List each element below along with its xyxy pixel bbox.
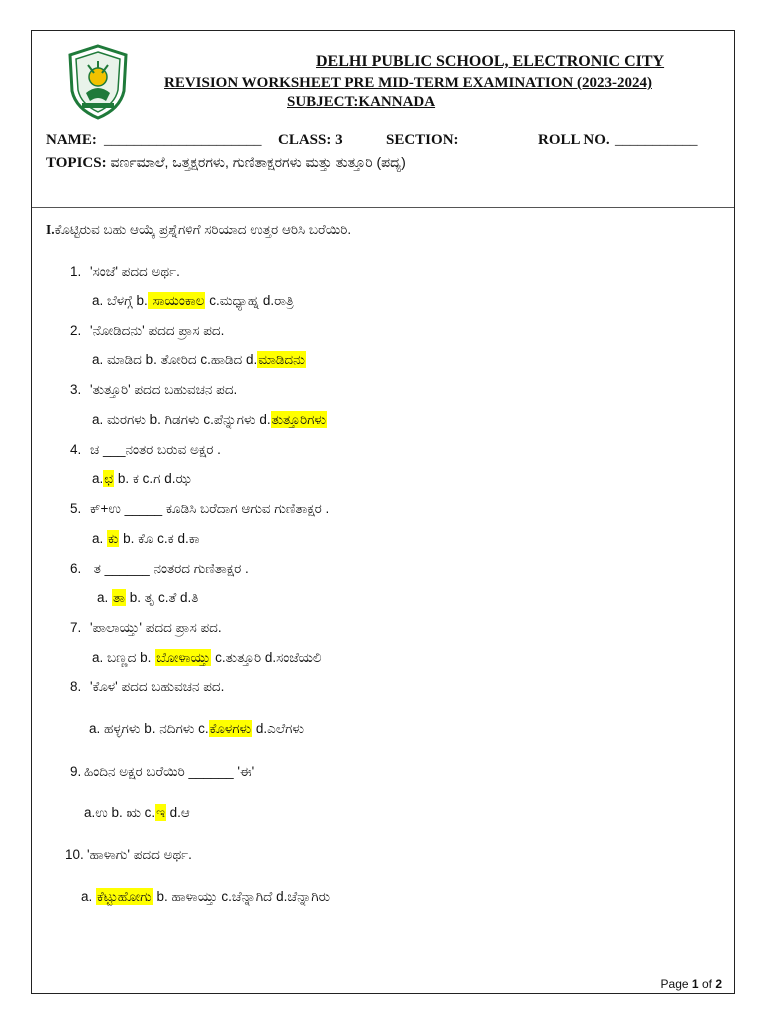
question-number: 7. [70, 620, 82, 635]
question-text: 'ಕೊಳ' ಪದದ ಬಹುವಚನ ಪದ. [90, 679, 225, 694]
roll-no-blank: ___________ [615, 132, 698, 148]
page-of: of [701, 977, 712, 991]
class-label: CLASS: 3 [278, 132, 343, 148]
question-text: ತ ______ ನಂತರದ ಗುಣಿತಾಕ್ಷರ . [90, 561, 249, 576]
option-text: a. [92, 531, 108, 546]
option-text: b. ತೃ c.ತೆ d.ತಿ [125, 590, 199, 605]
question-number: 1. [70, 264, 82, 279]
option-text: c.ಮಧ್ಯಾಹ್ನ d.ರಾತ್ರಿ [205, 293, 294, 308]
topics-line [46, 154, 406, 172]
option-text: c.ತುತ್ತೂರಿ d.ಸಂಜೆಯಲಿ [211, 650, 322, 665]
name-label: NAME: [46, 132, 97, 148]
page-total: 2 [715, 977, 722, 991]
question-5 [70, 501, 329, 517]
subject-title: SUBJECT:KANNADA [287, 94, 436, 110]
answer-highlight: ಕೆಟ್ಟುಹೋಗು [97, 889, 152, 904]
answer-highlight: ಇ [156, 805, 165, 820]
option-text: b. ಕ c.ಗ d.ಝ [114, 471, 191, 486]
question-text: 'ಪಾಲಾಯ್ತು' ಪದದ ಪ್ರಾಸ ಪದ. [90, 620, 222, 635]
options-1 [92, 293, 294, 309]
header-divider [32, 207, 734, 208]
question-6 [70, 561, 249, 577]
question-number: 3. [70, 382, 82, 397]
options-7 [92, 650, 322, 666]
section-number: I. [46, 222, 55, 237]
question-4 [70, 442, 221, 458]
question-number: 2. [70, 323, 82, 338]
topics-text: ವರ್ಣಮಾಲೆ, ಒತ್ತಕ್ಷರಗಳು, ಗುಣಿತಾಕ್ಷರಗಳು ಮತ್ತು ತುತ್ತೂರಿ (ಪದ್ಯ) [110, 154, 406, 170]
question-7 [70, 620, 222, 636]
question-text: ಚ ___ನಂತರ ಬರುವ ಅಕ್ಷರ . [90, 442, 221, 457]
option-text: a. ಬಣ್ಣದ b. [92, 650, 156, 665]
question-number: 10. [65, 847, 84, 862]
option-text: a. ಮಾಡಿದ b. ತೋರಿದ c.ಹಾಡಿದ d. [92, 352, 258, 367]
option-text: a. [81, 889, 97, 904]
question-1 [70, 264, 180, 280]
answer-highlight: ತಾ [113, 590, 125, 605]
topics-label: TOPICS: [46, 155, 107, 171]
question-text: 'ಹಾಳಾಗು' ಪದದ ಅರ್ಥ. [87, 847, 192, 862]
question-8 [70, 679, 224, 695]
answer-highlight: ಕು [108, 531, 119, 546]
options-4 [92, 471, 191, 487]
worksheet-page [31, 30, 735, 994]
answer-highlight: ಮಾಡಿದನು [258, 352, 305, 367]
question-2 [70, 323, 224, 339]
answer-highlight: ಛ [104, 471, 114, 486]
option-text: b. ಹಾಳಾಯ್ತು c.ಚೆನ್ನಾಗಿದೆ d.ಚೆನ್ನಾಗಿರು [152, 889, 331, 904]
option-text: d.ಆ [165, 805, 190, 820]
option-text: a. ಹಳ್ಳಗಳು b. ನದಿಗಳು c. [89, 721, 209, 736]
question-text: 'ತುತ್ತೂರಿ' ಪದದ ಬಹುವಚನ ಪದ. [90, 382, 238, 397]
answer-highlight: ತುತ್ತೂರಿಗಳು [271, 412, 327, 427]
section-heading [46, 222, 351, 238]
option-text: a.ಉ b. ಋ c. [84, 805, 156, 820]
option-text: b. ಕೊ c.ಕ d.ಕಾ [119, 531, 200, 546]
question-number: 4. [70, 442, 82, 457]
options-3 [92, 412, 327, 428]
question-text: ಕ್+ಉ _____ ಕೂಡಿಸಿ ಬರೆದಾಗ ಆಗುವ ಗುಣಿತಾಕ್ಷರ . [90, 501, 330, 516]
options-2 [92, 352, 306, 368]
section-title: ಕೊಟ್ಟಿರುವ ಬಹು ಆಯ್ಕೆ ಪ್ರಶ್ನೆಗಳಿಗೆ ಸರಿಯಾದ ಉತ್ತರ ಆರಿಸಿ ಬರೆಯಿರಿ. [54, 222, 352, 237]
roll-no-label: ROLL NO. [538, 132, 610, 148]
page-label: Page [660, 977, 689, 991]
option-text: a. ಬೆಳಗ್ಗೆ b. [92, 293, 148, 308]
options-6 [97, 590, 198, 606]
options-5 [92, 531, 200, 547]
question-9 [70, 764, 254, 780]
answer-highlight: ಕೊಳಗಳು [209, 721, 252, 736]
page-number [661, 977, 722, 991]
question-10 [65, 847, 192, 863]
options-9 [84, 805, 190, 821]
answer-highlight: ಬೋಳಾಯ್ತು [156, 650, 211, 665]
question-number: 6. [70, 561, 82, 576]
question-number: 5. [70, 501, 82, 516]
options-10 [81, 889, 330, 905]
name-blank: _____________________ [104, 132, 262, 148]
page-current: 1 [691, 977, 699, 991]
answer-highlight: ಸಾಯಂಕಾಲ [148, 293, 205, 308]
question-text: ಹಿಂದಿನ ಅಕ್ಷರ ಬರೆಯಿರಿ ______ 'ಈ' [84, 764, 255, 779]
option-text: a. ಮರಗಳು b. ಗಿಡಗಳು c.ಪೆನ್ನುಗಳು d. [92, 412, 271, 427]
question-text: 'ನೋಡಿದನು' ಪದದ ಪ್ರಾಸ ಪದ. [90, 323, 225, 338]
option-text: d.ಎಲೆಗಳು [252, 721, 305, 736]
question-number: 8. [70, 679, 82, 694]
school-name: DELHI PUBLIC SCHOOL, ELECTRONIC CITY [316, 53, 665, 70]
section-label: SECTION: [386, 132, 459, 148]
option-text: a. [92, 471, 104, 486]
options-8 [89, 721, 304, 737]
option-text: a. [97, 590, 113, 605]
question-3 [70, 382, 237, 398]
school-logo [64, 43, 132, 121]
question-number: 9. [70, 764, 82, 779]
worksheet-title: REVISION WORKSHEET PRE MID-TERM EXAMINATION (2023-2024) [164, 75, 652, 91]
question-text: 'ಸಂಜೆ' ಪದದ ಅರ್ಥ. [90, 264, 180, 279]
